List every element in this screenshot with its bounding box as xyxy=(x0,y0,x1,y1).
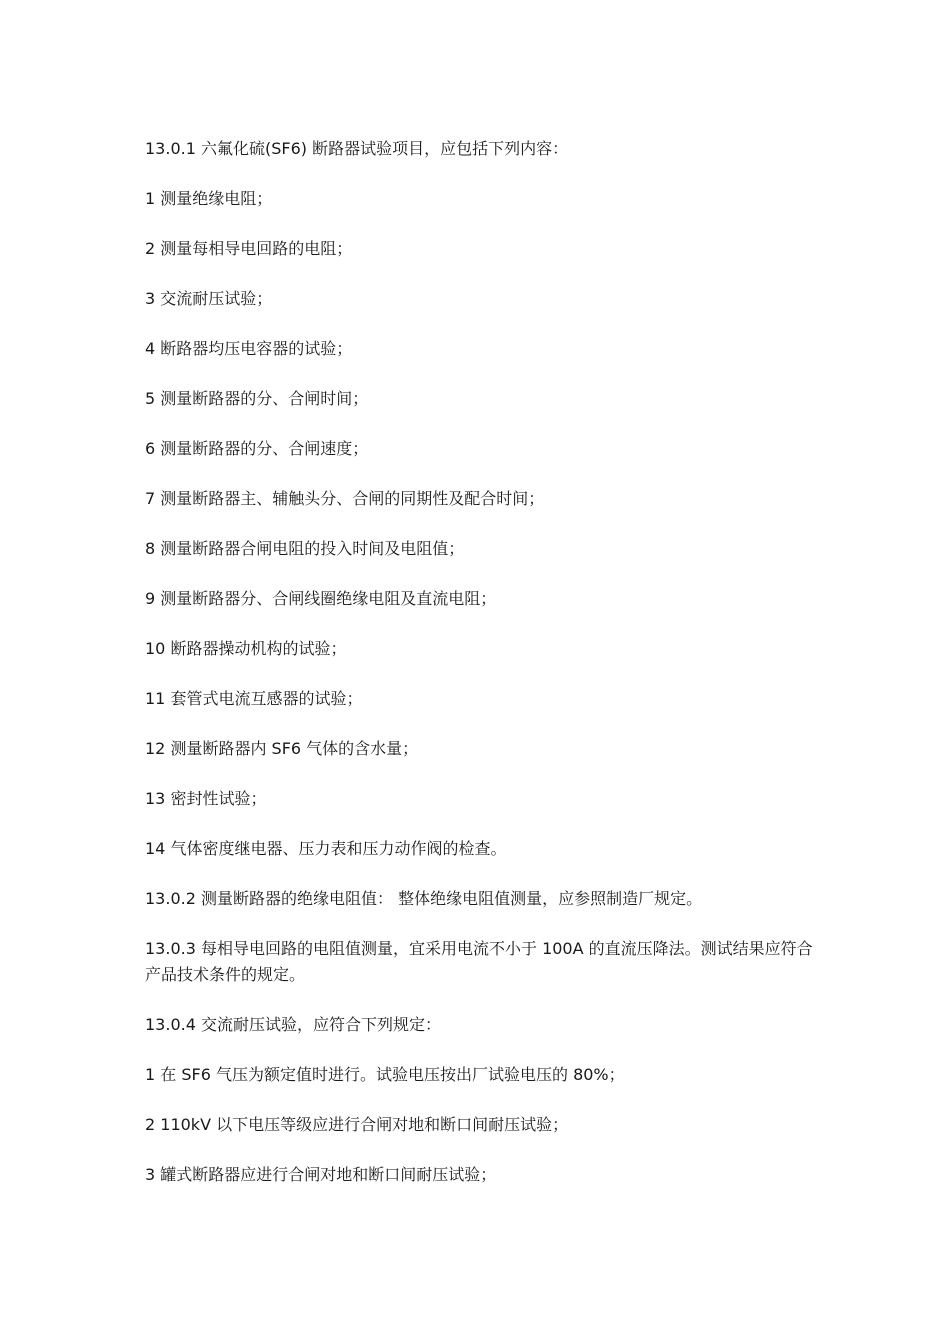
list-item-13: 13 密封性试验； xyxy=(145,789,267,808)
list-item-4: 4 断路器均压电容器的试验； xyxy=(145,339,353,358)
document-body xyxy=(145,136,815,1212)
list-item-14: 14 气体密度继电器、压力表和压力动作阀的检查。 xyxy=(145,839,507,858)
list-item-7: 7 测量断路器主、辅触头分、合闸的同期性及配合时间； xyxy=(145,489,545,508)
list-item-3: 3 交流耐压试验； xyxy=(145,289,273,308)
section-13-0-1-heading: 13.0.1 六氟化硫(SF6) 断路器试验项目，应包括下列内容： xyxy=(145,139,569,158)
ac-test-item-2: 2 110kV 以下电压等级应进行合闸对地和断口间耐压试验； xyxy=(145,1115,569,1134)
section-13-0-3: 13.0.3 每相导电回路的电阻值测量，宜采用电流不小于 100A 的直流压降法。测试结果应符合产品技术条件的规定。 xyxy=(145,939,813,984)
section-13-0-2: 13.0.2 测量断路器的绝缘电阻值： 整体绝缘电阻值测量，应参照制造厂规定。 xyxy=(145,889,703,908)
list-item-11: 11 套管式电流互感器的试验； xyxy=(145,689,363,708)
ac-test-item-3: 3 罐式断路器应进行合闸对地和断口间耐压试验； xyxy=(145,1165,497,1184)
list-item-1: 1 测量绝缘电阻； xyxy=(145,189,273,208)
list-item-6: 6 测量断路器的分、合闸速度； xyxy=(145,439,369,458)
list-item-2: 2 测量每相导电回路的电阻； xyxy=(145,239,353,258)
list-item-9: 9 测量断路器分、合闸线圈绝缘电阻及直流电阻； xyxy=(145,589,497,608)
list-item-10: 10 断路器操动机构的试验； xyxy=(145,639,347,658)
list-item-12: 12 测量断路器内 SF6 气体的含水量； xyxy=(145,739,419,758)
list-item-8: 8 测量断路器合闸电阻的投入时间及电阻值； xyxy=(145,539,465,558)
list-item-5: 5 测量断路器的分、合闸时间； xyxy=(145,389,369,408)
section-13-0-4-heading: 13.0.4 交流耐压试验，应符合下列规定： xyxy=(145,1015,441,1034)
ac-test-item-1: 1 在 SF6 气压为额定值时进行。试验电压按出厂试验电压的 80%； xyxy=(145,1065,625,1084)
